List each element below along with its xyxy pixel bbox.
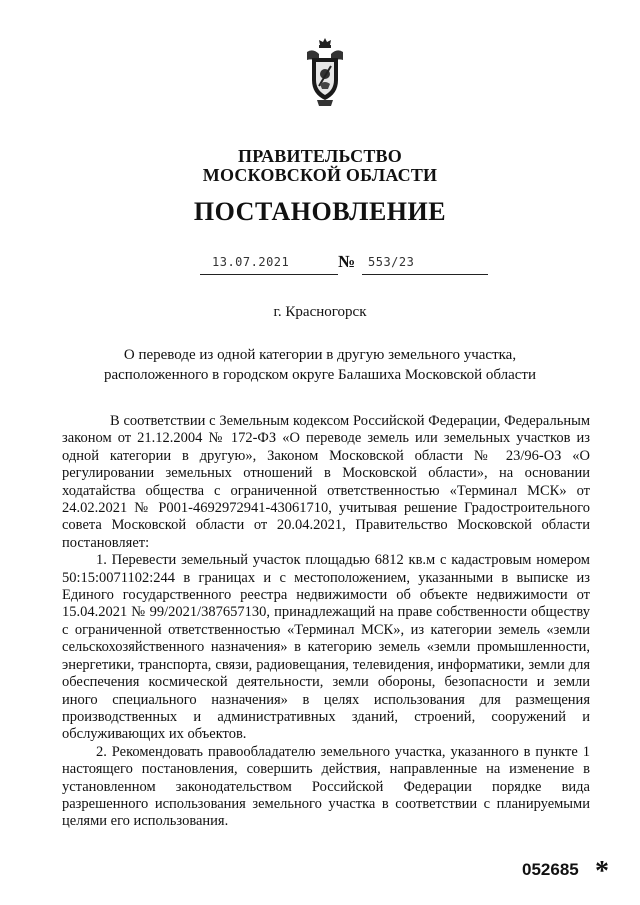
star-mark: * [595,856,609,887]
document-type-title: ПОСТАНОВЛЕНИЕ [193,197,447,226]
number-sign: № [338,252,356,271]
document-subject [60,345,580,385]
item-2-paragraph: 2. Рекомендовать правообладателю земельного участка, указанного в пункте 1 настоящего постановления, совершить действия, направленные на изменение в установленном законодательством Российской Федерации порядке вида разрешенного использования земельного участка в соответствии с планируемыми целями его использования. [62,743,590,830]
document-body [62,413,590,831]
document-date: 13.07.2021 [212,255,290,269]
serial-number: 052685 [522,860,579,879]
subject-line1: О переводе из одной категории в другую земельного участка, [123,347,517,363]
org-name-line1: ПРАВИТЕЛЬСТВО [238,146,402,166]
coat-of-arms-icon [303,36,347,108]
city: г. Красногорск [273,304,367,320]
item-1-paragraph: 1. Перевести земельный участок площадью 6812 кв.м с кадастровым номером 50:15:0071102:244 в границах и с местоположением, указанными в выписке из Единого государственного реестра недвижимости об объекте недвижимости от 15.04.2021 № 99/2021/387657130, принадлежащий на праве собственности обществу с ограниченной ответственностью «Терминал МСК», из категории земель «земли сельскохозяйственного назначения» в категорию земель «земли промышленности, энергетики, транспорта, связи, радиовещания, телевидения, информатики, земли для обеспечения космической деятельности, земли обороны, безопасности и земли иного специального назначения» в целях использования для размещения производственных и административных зданий, строений, сооружений и обслуживающих их объектов. [62,552,590,743]
document-number: 553/23 [368,255,415,269]
subject-line2: расположенного в городском округе Балашиха Московской области [103,367,537,383]
intro-paragraph: В соответствии с Земельным кодексом Российской Федерации, Федеральным законом от 21.12.2004 № 172-ФЗ «О переводе земель или земельных участков из одной категории в другую», Законом Московской области № 23/96-ОЗ «О регулировании земельных отношений в Московской области», на основании ходатайства общества с ограниченной ответственностью «Терминал МСК» от 24.02.2021 № Р001-4692972941-43061710, учитывая решение Градостроительного совета Московской области от 20.04.2021, Правительство Московской области постановляет: [62,413,590,551]
org-name-line2: МОСКОВСКОЙ ОБЛАСТИ [202,165,438,185]
